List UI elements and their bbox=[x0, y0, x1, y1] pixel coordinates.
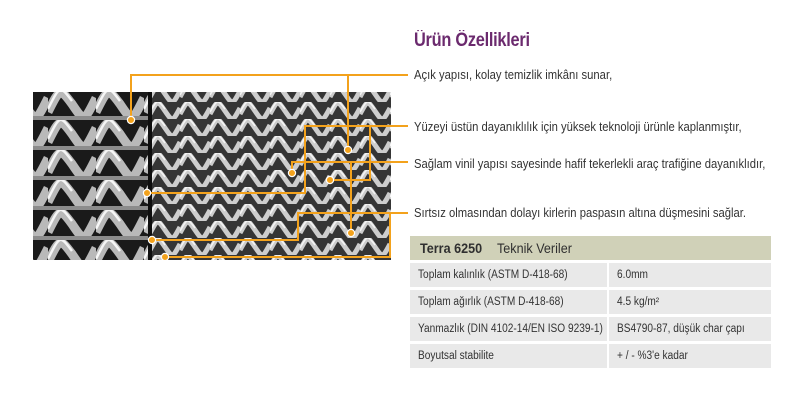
spec-value: 4.5 kg/m² bbox=[609, 290, 771, 314]
feature-open-structure: Açık yapısı, kolay temizlik imkânı sunar, bbox=[414, 68, 613, 82]
table-row bbox=[410, 290, 771, 314]
spec-label: Yanmazlık (DIN 4102-14/EN ISO 9239-1) bbox=[410, 317, 607, 341]
spec-value: 6.0mm bbox=[609, 263, 771, 287]
spec-table-subtitle: Teknik Veriler bbox=[497, 240, 572, 256]
spec-value: BS4790-87, düşük char çapı bbox=[609, 317, 771, 341]
table-row bbox=[410, 263, 771, 287]
spec-table bbox=[410, 236, 771, 368]
spec-label: Boyutsal stabilite bbox=[410, 344, 607, 368]
spec-label: Toplam ağırlık (ASTM D-418-68) bbox=[410, 290, 607, 314]
section-title: Ürün Özellikleri bbox=[414, 30, 530, 51]
spec-table-header bbox=[410, 236, 771, 260]
table-row bbox=[410, 344, 771, 368]
feature-vinyl-traffic: Sağlam vinil yapısı sayesinde hafif tekerlekli araç trafiğine dayanıklıdır, bbox=[414, 157, 766, 171]
feature-surface-coating: Yüzeyi üstün dayanıklılık için yüksek teknoloji ürünle kaplanmıştır, bbox=[414, 120, 742, 134]
product-model: Terra 6250 bbox=[420, 240, 483, 256]
spec-label: Toplam kalınlık (ASTM D-418-68) bbox=[410, 263, 607, 287]
spec-value: + / - %3'e kadar bbox=[609, 344, 771, 368]
feature-backless: Sırtsız olmasından dolayı kirlerin paspasın altına düşmesini sağlar. bbox=[414, 206, 747, 220]
table-row bbox=[410, 317, 771, 341]
